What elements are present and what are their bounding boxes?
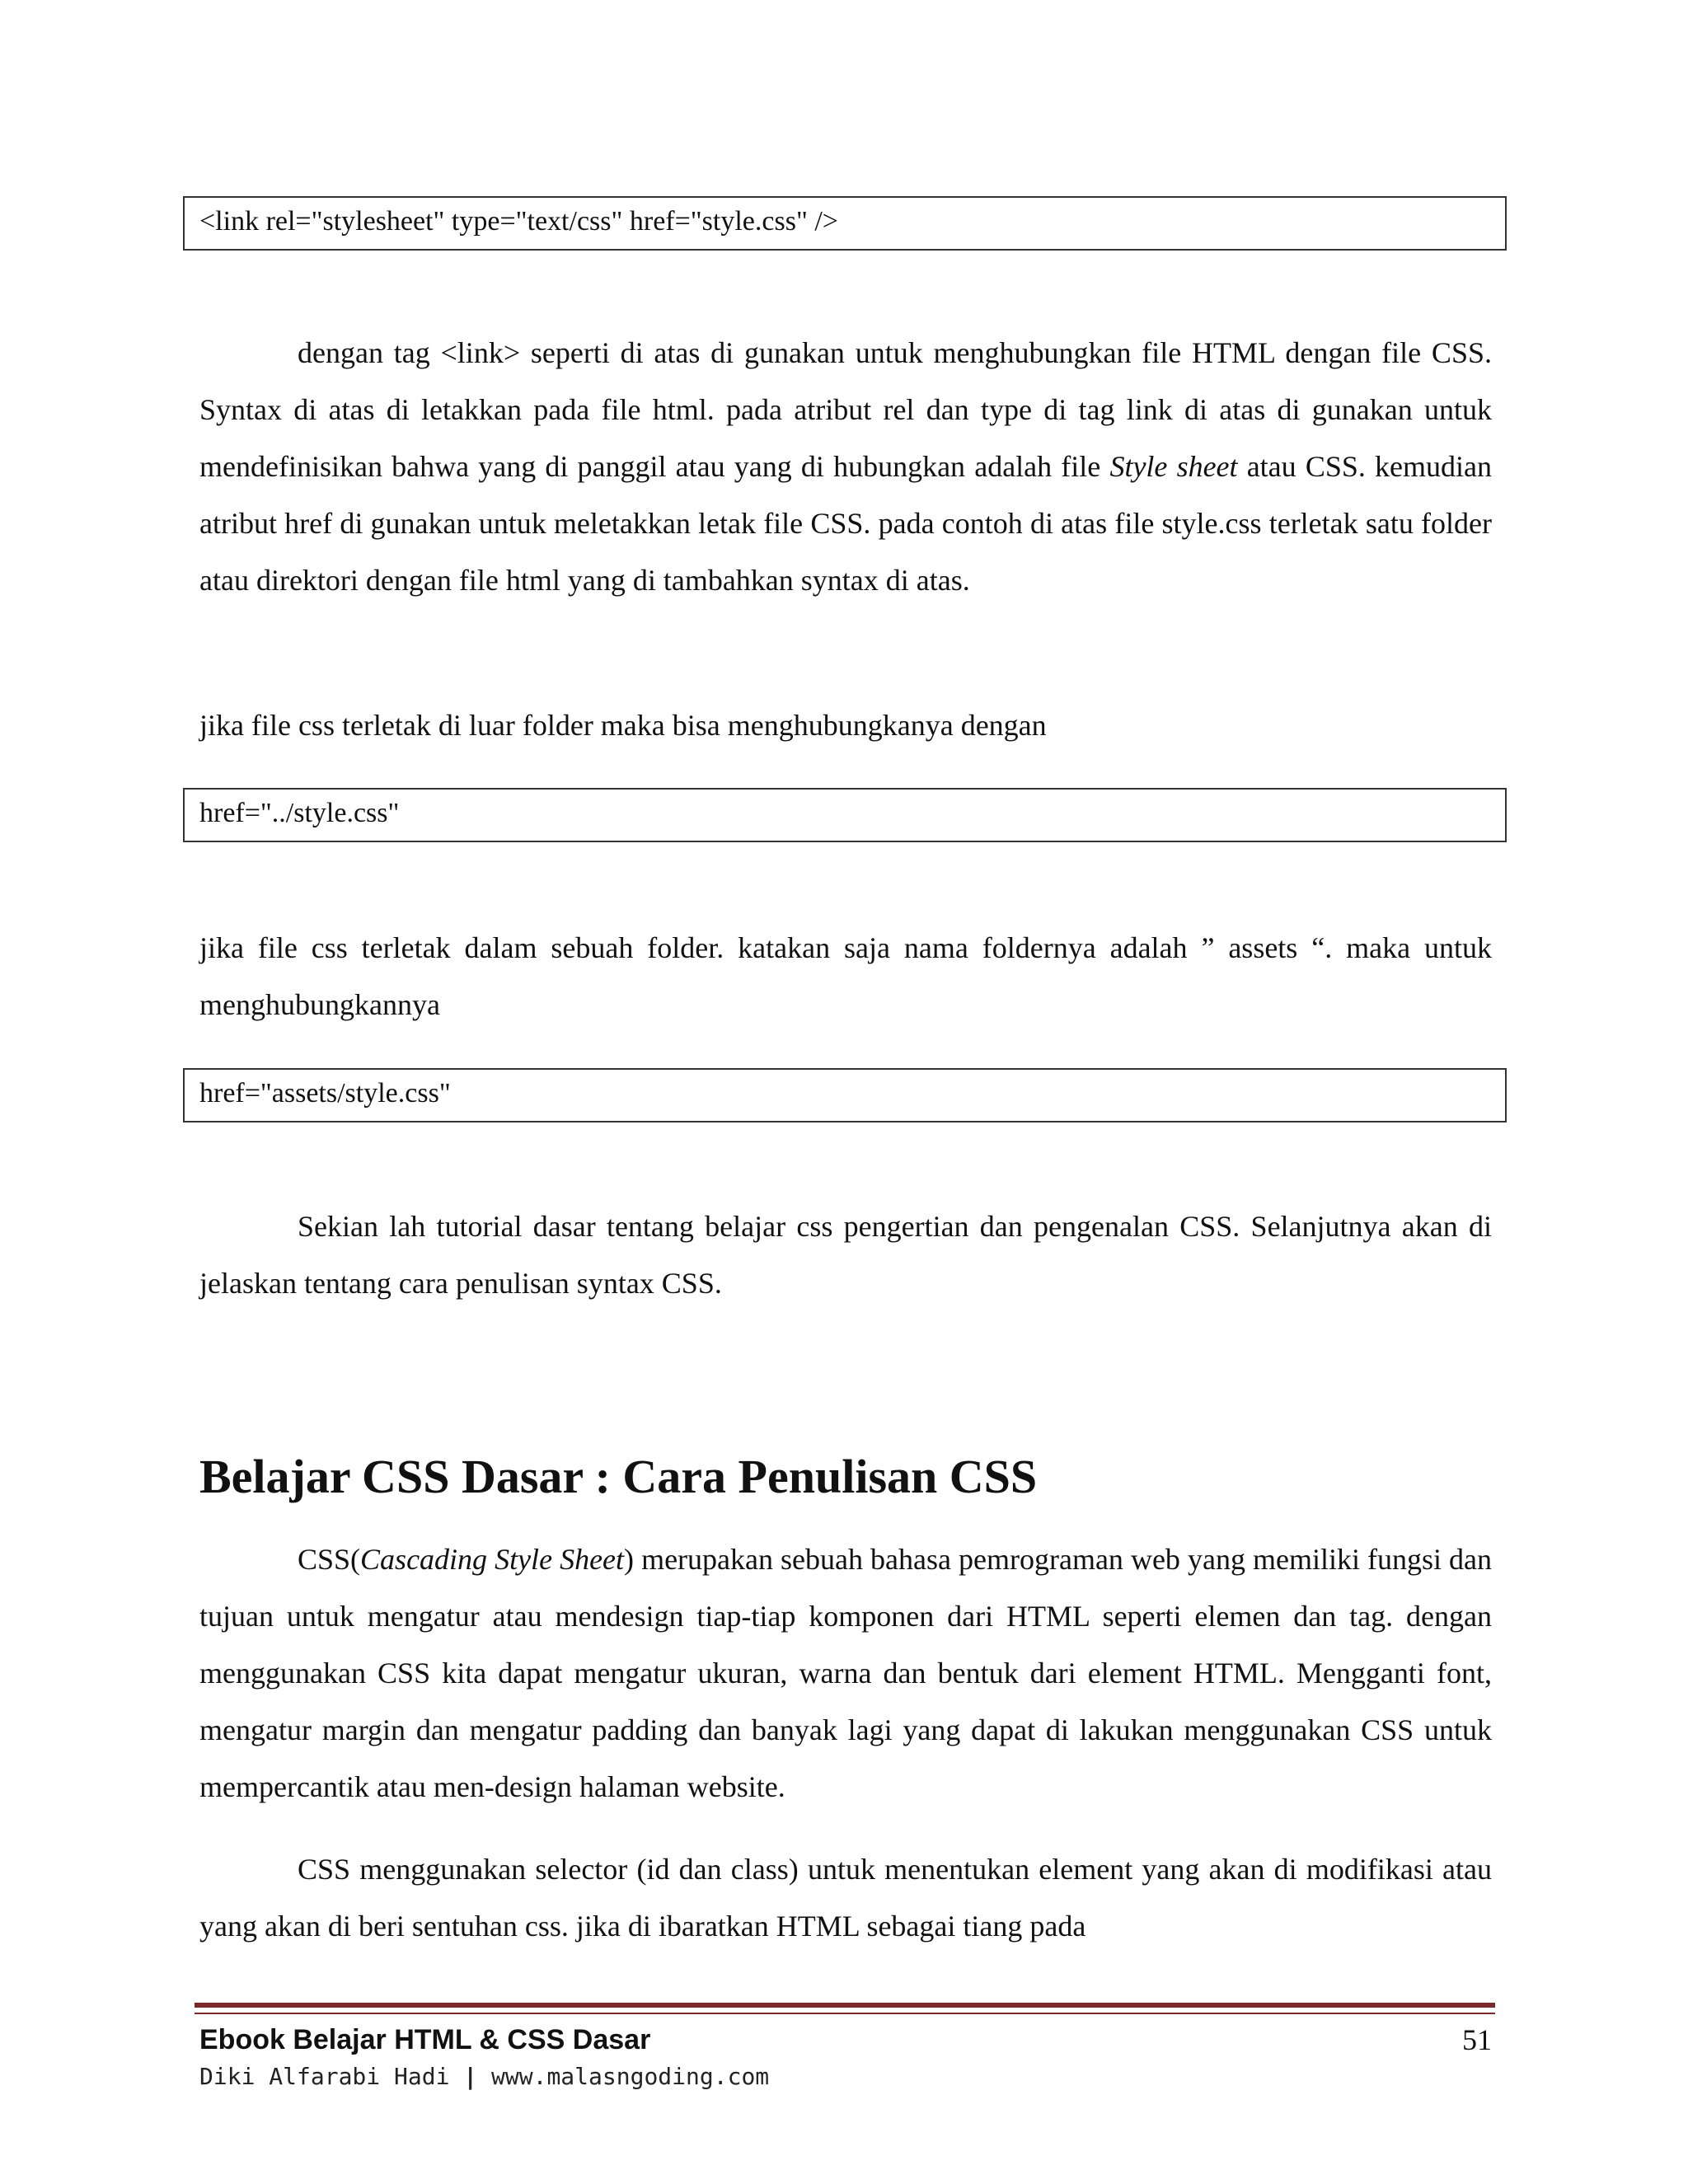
paragraph-link-explanation [199, 325, 1492, 609]
paragraph-css-definition [199, 1531, 1492, 1816]
section-heading: Belajar CSS Dasar : Cara Penulisan CSS [199, 1450, 1038, 1503]
code-block-link-tag: <link rel="stylesheet" type="text/css" href="style.css" /> [183, 196, 1507, 251]
paragraph-text: ) merupakan sebuah bahasa pemrograman web yang memiliki fungsi dan tujuan untuk mengatur atau mendesign tiap-tiap komponen dari HTML seperti elemen dan tag. dengan menggunakan CSS kita dapat mengatur ukuran, warna dan bentuk dari element HTML. Mengganti font, mengatur margin dan mengatur padding dan banyak lagi yang dapat di lakukan menggunakan CSS untuk mempercantik atau men-design halaman website. [199, 1543, 1493, 1803]
code-block-inside-folder: href="assets/style.css" [183, 1068, 1507, 1122]
footer-author: Diki Alfarabi Hadi [199, 2063, 450, 2090]
footer-book-title: Ebook Belajar HTML & CSS Dasar [199, 2024, 651, 2055]
footer-divider-thin [195, 2013, 1495, 2014]
emphasis-text: Style sheet [1109, 450, 1238, 483]
paragraph-text: CSS menggunakan selector (id dan class) untuk menentukan element yang akan di modifikasi atau yang akan di beri sentuhan css. jika di ibaratkan HTML sebagai tiang pada [199, 1853, 1492, 1943]
footer-separator: | [463, 2063, 478, 2090]
paragraph-text: dengan tag <link> seperti di atas di gunakan untuk menghubungkan file HTML dengan file CSS. Syntax di atas di letakkan pada file html. pada atribut rel dan type di tag link di atas di gunakan untuk mendefinisikan bahwa yang di panggil atau yang di hubungkan adalah file [199, 336, 1492, 483]
emphasis-text: Cascading Style Sheet [360, 1543, 625, 1576]
footer-divider [195, 2003, 1495, 2008]
footer-website: www.malasngoding.com [491, 2063, 770, 2090]
footer-author-line [199, 2060, 769, 2093]
paragraph-css-selector [199, 1841, 1492, 1955]
paragraph-text: atau CSS. kemudian atribut href di gunakan untuk meletakkan letak file CSS. pada contoh di atas file style.css terletak satu folder atau direktori dengan file html yang di tambahkan syntax di atas. [199, 450, 1492, 597]
paragraph-text: Sekian lah tutorial dasar tentang belajar css pengertian dan pengenalan CSS. Selanjutnya akan di jelaskan tentang cara penulisan syntax CSS. [199, 1210, 1492, 1300]
paragraph-outside-folder: jika file css terletak di luar folder maka bisa menghubungkanya dengan [199, 709, 1047, 742]
code-block-outside-folder: href="../style.css" [183, 788, 1507, 842]
paragraph-inside-folder: jika file css terletak dalam sebuah folder. katakan saja nama foldernya adalah ” assets “. maka untuk menghubungkannya [199, 931, 1492, 1021]
paragraph-text: CSS( [298, 1543, 361, 1576]
paragraph-closing [199, 1198, 1492, 1312]
page-number: 51 [1462, 2023, 1492, 2056]
